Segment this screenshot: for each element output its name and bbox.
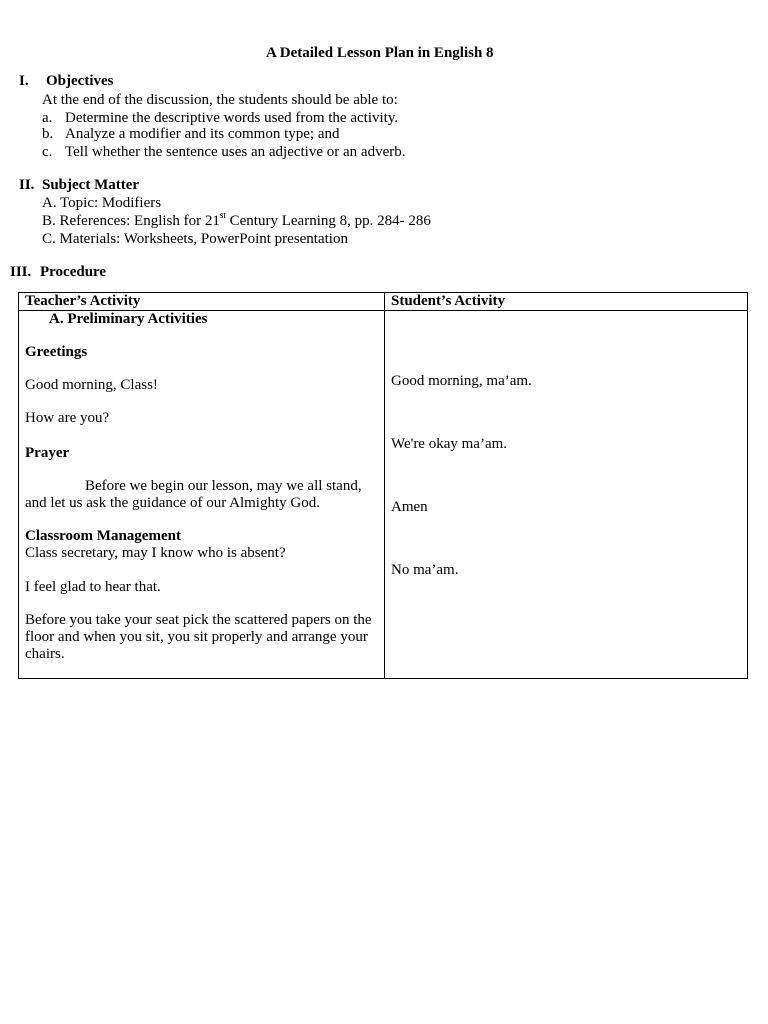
student-no: No ma’am. (391, 562, 459, 578)
procedure-heading: Procedure (40, 264, 107, 280)
subject-matter-heading: Subject Matter (42, 177, 140, 193)
teacher-glad: I feel glad to hear that. (25, 579, 161, 595)
student-good-morning: Good morning, ma’am. (391, 373, 532, 389)
teacher-prayer-text: Before we begin our lesson, may we all stand, and let us ask the guidance of our Almighty God. (25, 478, 362, 511)
objectives-numeral: I. (19, 73, 29, 89)
preliminary-activities-heading: A. Preliminary Activities (49, 311, 208, 327)
document-title: A Detailed Lesson Plan in English 8 (266, 45, 494, 61)
teacher-papers-instruction: Before you take your seat pick the scattered papers on the floor and when you sit, you sit properly and arrange your chairs. (25, 612, 372, 662)
student-activity-header: Student’s Activity (391, 293, 506, 309)
classroom-management-heading: Classroom Management (25, 528, 181, 544)
subject-materials: C. Materials: Worksheets, PowerPoint presentation (42, 231, 348, 247)
teacher-good-morning: Good morning, Class! (25, 377, 158, 393)
subject-matter-numeral: II. (19, 177, 35, 193)
references-superscript: st (219, 210, 226, 220)
references-text: B. References: English for 21 (42, 213, 220, 229)
objective-b-text: Analyze a modifier and its common type; and (65, 126, 340, 142)
subject-topic: A. Topic: Modifiers (42, 195, 162, 211)
objective-c-text: Tell whether the sentence uses an adjective or an adverb. (65, 144, 406, 160)
objective-c-letter: c. (42, 144, 53, 160)
prayer-heading: Prayer (25, 445, 70, 461)
objective-a-letter: a. (42, 110, 53, 126)
greetings-heading: Greetings (25, 344, 88, 360)
objective-a-text: Determine the descriptive words used from the activity. (65, 110, 399, 126)
activity-table (18, 292, 748, 679)
teacher-how-are-you: How are you? (25, 410, 110, 426)
student-okay: We're okay ma’am. (391, 436, 508, 452)
procedure-numeral: III. (10, 264, 32, 280)
student-amen: Amen (391, 499, 428, 515)
references-text-end: Century Learning 8, pp. 284- 286 (225, 213, 431, 229)
column-divider (384, 293, 385, 678)
teacher-absent-question: Class secretary, may I know who is absent? (25, 545, 286, 561)
teacher-activity-header: Teacher’s Activity (25, 293, 141, 309)
objective-b-letter: b. (42, 126, 54, 142)
subject-references (42, 210, 431, 230)
objectives-intro: At the end of the discussion, the students should be able to: (42, 92, 398, 108)
objectives-heading: Objectives (46, 73, 114, 89)
